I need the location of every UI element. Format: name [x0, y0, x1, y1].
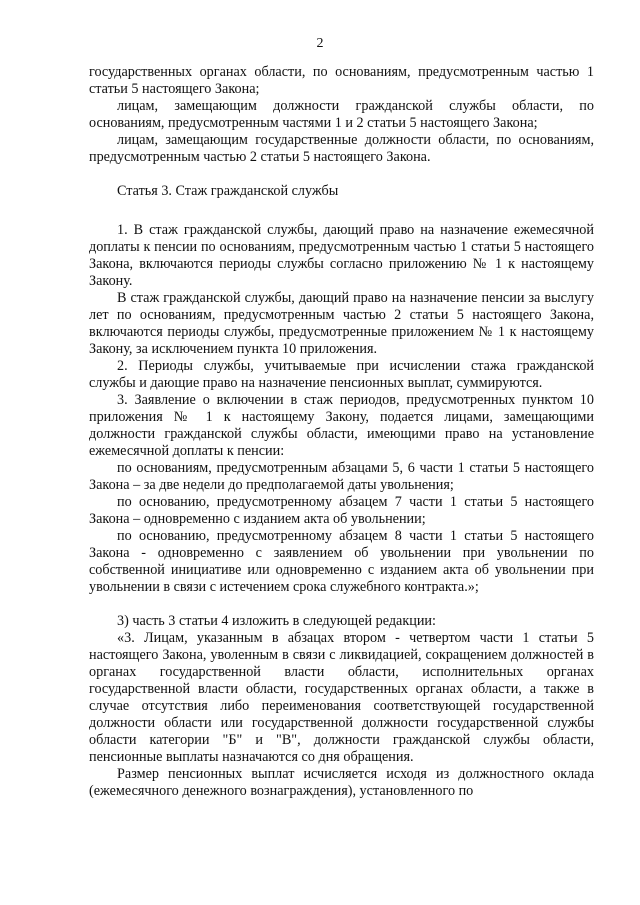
paragraph: 3. Заявление о включении в стаж периодов, предусмотренных пунктом 10 приложения № 1 к настоящему Закону, подается лицами, замещающими должности гражданской службы области, имеющими право на установление ежемесячной доплаты к пенсии:: [89, 392, 594, 459]
paragraph-continuation: государственных органах области, по основаниям, предусмотренным частью 1 статьи 5 настоящего Закона;: [89, 64, 594, 97]
paragraph: 2. Периоды службы, учитываемые при исчислении стажа гражданской службы и дающие право на назначение пенсионных выплат, суммируются.: [89, 358, 594, 391]
paragraph: по основаниям, предусмотренным абзацами 5, 6 части 1 статьи 5 настоящего Закона – за две недели до предполагаемой даты увольнения;: [89, 460, 594, 493]
paragraph: В стаж гражданской службы, дающий право на назначение пенсии за выслугу лет по основаниям, предусмотренным частью 2 статьи 5 настоящего Закона, включаются периоды службы, предусмотренные приложением № 1 к настоящему Закону, за исключением пункта 10 приложения.: [89, 290, 594, 357]
page-number: 2: [316, 36, 324, 51]
paragraph: Размер пенсионных выплат исчисляется исходя из должностного оклада (ежемесячного денежного вознаграждения), установленного по: [89, 766, 594, 799]
paragraph: «3. Лицам, указанным в абзацах втором - четвертом части 1 статьи 5 настоящего Закона, уволенным в связи с ликвидацией, сокращением должностей в органах государственной власти области, исполнительных органах государственной власти области, государственных органах области, а также в случае отсутствия либо переименования соответствующей государственной должности области или государственной должности государственной службы области категории "Б" и "В", должности гражданской службы области, пенсионные выплаты назначаются со дня обращения.: [89, 630, 594, 765]
article-heading: Статья 3. Стаж гражданской службы: [117, 183, 339, 199]
paragraph: 1. В стаж гражданской службы, дающий право на назначение ежемесячной доплаты к пенсии по основаниям, предусмотренным частью 1 статьи 5 настоящего Закона, включаются периоды службы согласно приложению № 1 к настоящему Закону.: [89, 222, 594, 289]
paragraph: лицам, замещающим должности гражданской службы области, по основаниям, предусмотренным частями 1 и 2 статьи 5 настоящего Закона;: [89, 98, 594, 131]
paragraph: по основанию, предусмотренному абзацем 7 части 1 статьи 5 настоящего Закона – одновременно с изданием акта об увольнении;: [89, 494, 594, 527]
paragraph: лицам, замещающим государственные должности области, по основаниям, предусмотренным частью 2 статьи 5 настоящего Закона.: [89, 132, 594, 165]
amendment-item: 3) часть 3 статьи 4 изложить в следующей редакции:: [117, 613, 436, 629]
paragraph: по основанию, предусмотренному абзацем 8 части 1 статьи 5 настоящего Закона - одновременно с заявлением об увольнении при увольнении по собственной инициативе или одновременно с изданием акта об увольнении при увольнении в связи с истечением срока служебного контракта.»;: [89, 528, 594, 595]
document-body: [89, 64, 594, 800]
